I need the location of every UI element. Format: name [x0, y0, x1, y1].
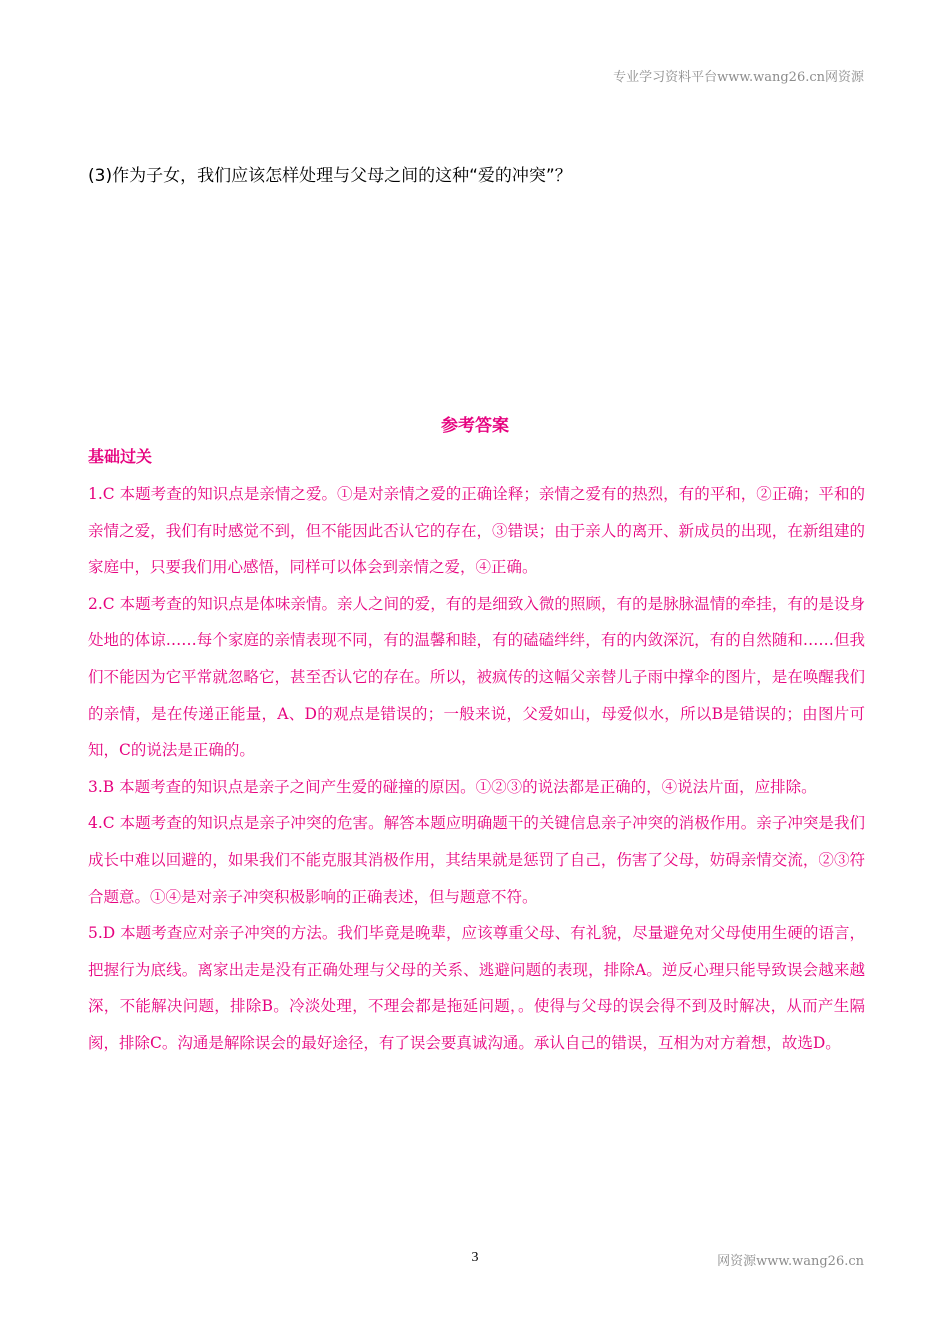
footer-watermark: 网资源www.wang26.cn [717, 1254, 864, 1269]
answer-key-title: 参考答案 [441, 416, 509, 436]
page-number: 3 [471, 1250, 479, 1265]
answer-item-1: 1.C 本题考查的知识点是亲情之爱。①是对亲情之爱的正确诠释；亲情之爱有的热烈，有的平和，②正确；平和的亲情之爱，我们有时感觉不到，但不能因此否认它的存在，③错误；由于亲人的离开、新成员的出现，在新组建的家庭中，只要我们用心感悟，同样可以体会到亲情之爱，④正确。 [88, 485, 865, 577]
question-3: (3)作为子女，我们应该怎样处理与父母之间的这种“爱的冲突”？ [88, 166, 572, 186]
answer-list [88, 476, 865, 1062]
section-title: 基础过关 [88, 447, 153, 466]
answer-item-3: 3.B 本题考查的知识点是亲子之间产生爱的碰撞的原因。①②③的说法都是正确的，④说法片面，应排除。 [88, 777, 817, 796]
answer-item-5: 5.D 本题考查应对亲子冲突的方法。我们毕竟是晚辈，应该尊重父母、有礼貌，尽量避免对父母使用生硬的语言，把握行为底线。离家出走是没有正确处理与父母的关系、逃避问题的表现，排除A。逆反心理只能导致误会越来越深，不能解决问题，排除B。冷淡处理，不理会都是拖延问题，。使得与父母的误会得不到及时解决，从而产生隔阂，排除C。沟通是解除误会的最好途径，有了误会要真诚沟通。承认自己的错误，互相为对方着想，故选D。 [88, 924, 865, 1052]
answer-item-2: 2.C 本题考查的知识点是体味亲情。亲人之间的爱，有的是细致入微的照顾，有的是脉脉温情的牵挂，有的是设身处地的体谅……每个家庭的亲情表现不同，有的温馨和睦，有的磕磕绊绊，有的内敛深沉，有的自然随和……但我们不能因为它平常就忽略它，甚至否认它的存在。所以，被疯传的这幅父亲替儿子雨中撑伞的图片，是在唤醒我们的亲情，是在传递正能量，A、D的观点是错误的；一般来说，父爱如山，母爱似水，所以B是错误的；由图片可知，C的说法是正确的。 [88, 594, 865, 760]
header-watermark: 专业学习资料平台www.wang26.cn网资源 [613, 70, 864, 85]
answer-item-4: 4.C 本题考查的知识点是亲子冲突的危害。解答本题应明确题干的关键信息亲子冲突的消极作用。亲子冲突是我们成长中难以回避的，如果我们不能克服其消极作用，其结果就是惩罚了自己，伤害了父母，妨碍亲情交流，②③符合题意。①④是对亲子冲突积极影响的正确表述，但与题意不符。 [88, 814, 865, 906]
